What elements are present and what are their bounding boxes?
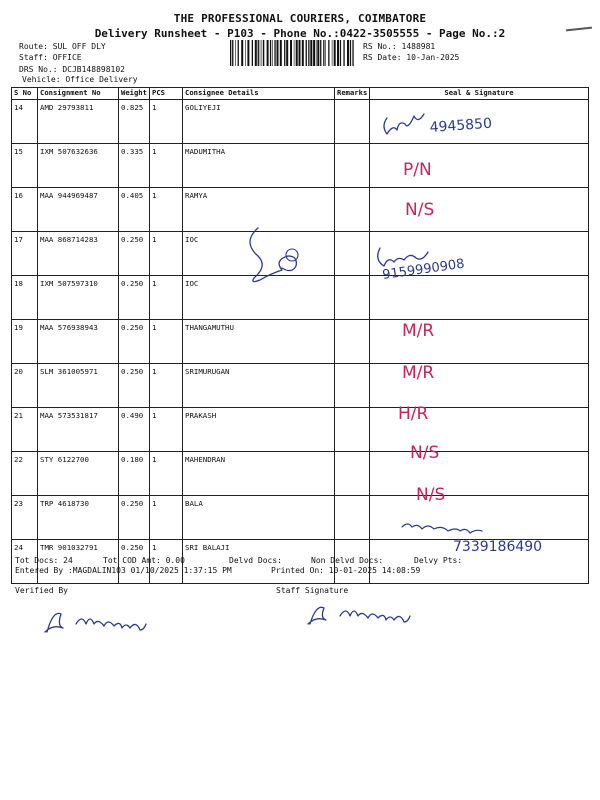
status-row-19: M/R — [402, 321, 435, 341]
row-consignee: MADUMITHA — [183, 144, 335, 188]
row-seal-signature — [370, 144, 589, 188]
table-row — [12, 144, 589, 188]
row-weight: 0.250 — [119, 364, 150, 408]
phone-row-24: 7339186490 — [453, 539, 543, 555]
row-sno: 18 — [12, 276, 38, 320]
runsheet-table — [11, 87, 589, 584]
row-consignee: IOC — [183, 232, 335, 276]
staff-signature — [308, 607, 410, 624]
row-sno: 19 — [12, 320, 38, 364]
row-seal-signature — [370, 452, 589, 496]
row-sno: 24 — [12, 540, 38, 584]
row-pcs: 1 — [150, 188, 183, 232]
table-row — [12, 100, 589, 144]
row-weight: 0.825 — [119, 100, 150, 144]
table-row — [12, 320, 589, 364]
row-remarks — [335, 320, 370, 364]
row-pcs: 1 — [150, 320, 183, 364]
row-seal-signature — [370, 100, 589, 144]
row-sno: 16 — [12, 188, 38, 232]
row-pcs: 1 — [150, 496, 183, 540]
phone-row-18: 9159990908 — [381, 256, 466, 283]
row-consignment-no: MAA 868714283 — [38, 232, 119, 276]
row-remarks — [335, 364, 370, 408]
verified-by-label: Verified By — [15, 586, 68, 595]
row-sno: 15 — [12, 144, 38, 188]
row-consignment-no: MAA 576938943 — [38, 320, 119, 364]
status-row-15: P/N — [403, 160, 432, 180]
row-consignment-no: IXM 507597310 — [38, 276, 119, 320]
vehicle-label: Vehicle: Office Delivery — [22, 75, 138, 84]
row-remarks — [335, 408, 370, 452]
row-remarks — [335, 188, 370, 232]
table-row — [12, 188, 589, 232]
row-consignment-no: SLM 361005971 — [38, 364, 119, 408]
row-weight: 0.250 — [119, 320, 150, 364]
row-remarks — [335, 144, 370, 188]
col-pcs: PCS — [150, 88, 183, 100]
row-seal-signature — [370, 540, 589, 584]
row-pcs: 1 — [150, 144, 183, 188]
route-label: Route: SUL OFF DLY — [19, 42, 106, 51]
row-consignee: MAHENDRAN — [183, 452, 335, 496]
delivered-docs: Delvd Docs: — [229, 556, 282, 565]
table-row — [12, 364, 589, 408]
row-consignee: RAMYA — [183, 188, 335, 232]
total-docs: Tot Docs: 24 — [15, 556, 73, 565]
row-pcs: 1 — [150, 540, 183, 584]
col-remarks: Remarks — [335, 88, 370, 100]
entered-by: Entered By :MAGDALIN103 01/10/2025 1:37:15 PM — [15, 566, 232, 575]
table-row — [12, 496, 589, 540]
row-consignment-no: AMD 29793811 — [38, 100, 119, 144]
col-seal-signature: Seal & Signature — [370, 88, 589, 100]
row-seal-signature — [370, 188, 589, 232]
row-consignment-no: STY 6122700 — [38, 452, 119, 496]
staff-signature-label: Staff Signature — [276, 586, 349, 595]
col-consignee: Consignee Details — [183, 88, 335, 100]
row-consignment-no: IXM 507632636 — [38, 144, 119, 188]
phone-row-14: 4945850 — [429, 115, 493, 136]
rs-number: RS No.: 1488981 — [363, 42, 436, 51]
table-row — [12, 452, 589, 496]
row-weight: 0.335 — [119, 144, 150, 188]
row-pcs: 1 — [150, 232, 183, 276]
status-row-21: H/R — [398, 404, 429, 424]
row-consignee: IOC — [183, 276, 335, 320]
row-consignee: THANGAMUTHU — [183, 320, 335, 364]
row-consignee: SRIMURUGAN — [183, 364, 335, 408]
row-sno: 17 — [12, 232, 38, 276]
drs-number: DRS No.: DCJB148898102 — [19, 65, 125, 74]
row-pcs: 1 — [150, 100, 183, 144]
row-weight: 0.250 — [119, 232, 150, 276]
row-remarks — [335, 496, 370, 540]
total-cod-amount: Tot COD Amt: 0.00 — [103, 556, 185, 565]
row-pcs: 1 — [150, 276, 183, 320]
row-consignment-no: TMR 901032791 — [38, 540, 119, 584]
company-title: THE PROFESSIONAL COURIERS, COIMBATORE — [173, 12, 427, 25]
runsheet-subtitle: Delivery Runsheet - P103 - Phone No.:0422-3505555 - Page No.:2 — [94, 27, 506, 40]
row-seal-signature — [370, 276, 589, 320]
row-consignee: GOLIYEJI — [183, 100, 335, 144]
row-seal-signature — [370, 320, 589, 364]
row-weight: 0.250 — [119, 276, 150, 320]
row-seal-signature — [370, 232, 589, 276]
row-sno: 14 — [12, 100, 38, 144]
row-consignment-no: MAA 573531817 — [38, 408, 119, 452]
row-seal-signature — [370, 408, 589, 452]
row-weight: 0.250 — [119, 540, 150, 584]
table-row — [12, 408, 589, 452]
row-pcs: 1 — [150, 364, 183, 408]
delivery-points: Delvy Pts: — [414, 556, 463, 565]
row-seal-signature — [370, 496, 589, 540]
row-consignee: PRAKASH — [183, 408, 335, 452]
row-weight: 0.250 — [119, 496, 150, 540]
row-weight: 0.490 — [119, 408, 150, 452]
status-row-16: N/S — [405, 200, 435, 220]
row-consignment-no: MAA 944969487 — [38, 188, 119, 232]
rs-date: RS Date: 10-Jan-2025 — [363, 53, 460, 62]
row-consignment-no: TRP 4618730 — [38, 496, 119, 540]
table-header-row — [12, 88, 589, 100]
row-consignee: BALA — [183, 496, 335, 540]
verified-by-signature — [45, 613, 146, 632]
row-remarks — [335, 232, 370, 276]
row-remarks — [335, 100, 370, 144]
row-sno: 22 — [12, 452, 38, 496]
row-sno: 21 — [12, 408, 38, 452]
table-row — [12, 232, 589, 276]
row-weight: 0.405 — [119, 188, 150, 232]
staff-label: Staff: OFFICE — [19, 53, 82, 62]
row-weight: 0.180 — [119, 452, 150, 496]
col-sno: S No — [12, 88, 38, 100]
non-delivered-docs: Non Delvd Docs: — [311, 556, 384, 565]
row-remarks — [335, 452, 370, 496]
row-sno: 23 — [12, 496, 38, 540]
table-row — [12, 540, 589, 584]
printed-on: Printed On: 10-01-2025 14:08:59 — [271, 566, 421, 575]
row-pcs: 1 — [150, 452, 183, 496]
col-weight: Weight — [119, 88, 150, 100]
col-consignment: Consignment No — [38, 88, 119, 100]
barcode-image — [230, 40, 355, 66]
row-pcs: 1 — [150, 408, 183, 452]
status-row-20: M/R — [402, 363, 435, 383]
row-sno: 20 — [12, 364, 38, 408]
status-row-23: N/S — [416, 485, 446, 505]
status-row-22: N/S — [410, 443, 440, 463]
table-row — [12, 276, 589, 320]
row-consignee: SRI BALAJI — [183, 540, 335, 584]
row-seal-signature — [370, 364, 589, 408]
row-remarks — [335, 276, 370, 320]
